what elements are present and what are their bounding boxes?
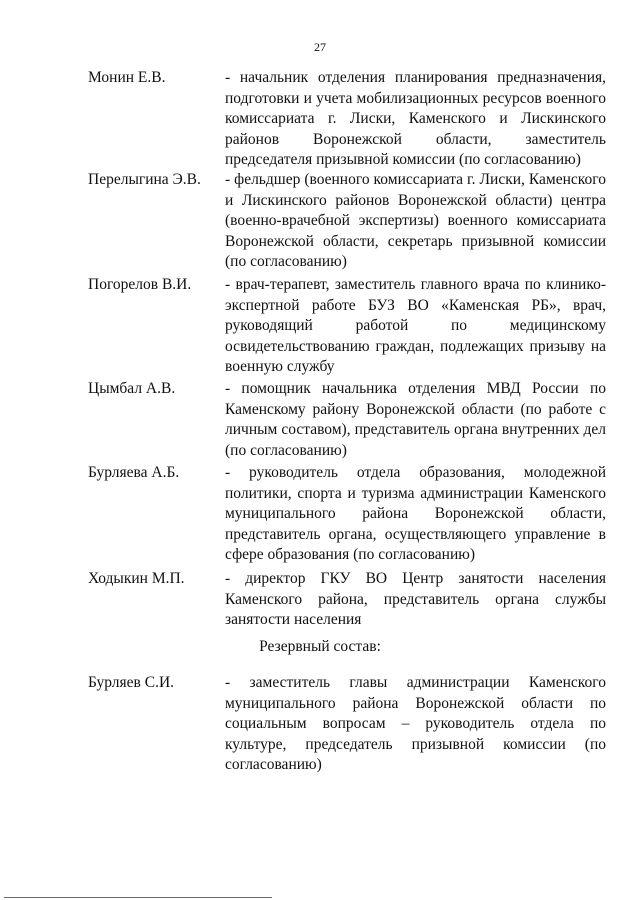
member-name: Перелыгина Э.В. [88,171,201,188]
reserve-section-title: Резервный состав: [259,638,381,655]
member-name: Монин Е.В. [88,69,166,86]
member-name: Бурляева А.Б. [88,464,180,481]
member-name: Бурляев С.И. [88,674,175,691]
footer-divider [4,897,272,898]
member-description: - фельдшер (военного комиссариата г. Лиски, Каменского и Лискинского районов Воронежской области) центра (военно-врачебной экспертизы) военного комиссариата Воронежской области, секретарь призывной комиссии (по согласованию) [225,171,606,270]
member-description: - директор ГКУ ВО Центр занятости населения Каменского района, представитель органа службы занятости населения [225,570,606,628]
member-name: Ходыкин М.П. [88,570,185,587]
page-number: 27 [314,40,326,54]
member-name: Погорелов В.И. [88,276,192,293]
member-description: - начальник отделения планирования предназначения, подготовки и учета мобилизационных ресурсов военного комиссариата г. Лиски, Каменского и Лискинского районов Воронежской области, заместитель председателя призывной комиссии (по согласованию) [225,69,606,168]
member-description: - руководитель отдела образования, молодежной политики, спорта и туризма администрации Каменского муниципального района Воронежской области, представитель органа, осуществляющего управление в сфере образования (по согласованию) [225,464,606,563]
member-description: - заместитель главы администрации Каменского муниципального района Воронежской области по социальным вопросам – руководитель отдела по культуре, председатель призывной комиссии (по согласованию) [225,674,606,773]
member-description: - помощник начальника отделения МВД России по Каменскому району Воронежской области (по работе с личным составом), представитель органа внутренних дел (по согласованию) [225,380,606,459]
member-description: - врач-терапевт, заместитель главного врача по клинико-экспертной работе БУЗ ВО «Каменская РБ», врач, руководящий работой по медицинскому освидетельствованию граждан, подлежащих призыву на военную службу [225,276,606,375]
member-name: Цымбал А.В. [88,380,176,397]
